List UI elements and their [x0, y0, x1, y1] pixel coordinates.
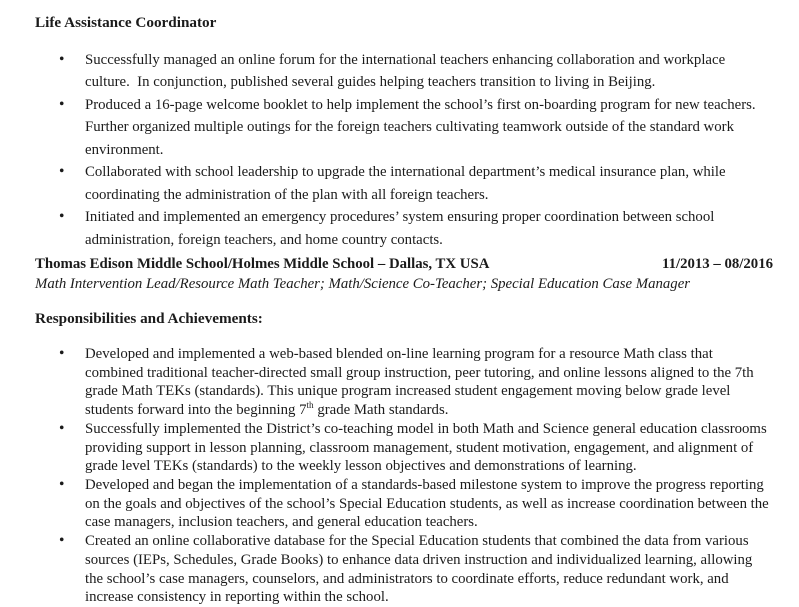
bullet-item: • Successfully implemented the District’s co-teaching model in both Math and Science general education classrooms providing support in lesson planning, classroom management, student motivation, engagement, and alignment of grade level TEKs (standards) to the weekly lesson objectives and demonstrations of learning.: [85, 420, 773, 476]
bullet-item: • Produced a 16-page welcome booklet to help implement the school’s first on-boarding program for new teachers. Further organized multiple outings for the foreign teachers cultivating teamwork outside of the standard work environment.: [85, 94, 773, 161]
bullet-item: • Created an online collaborative database for the Special Education students that combined the data from various sources (IEPs, Schedules, Grade Books) to enhance data driven instruction and individualized learning, allowing the school’s case managers, counselors, and administrators to coordinate efforts, reduce redundant work, and increase consistency in reporting within the school.: [85, 532, 773, 607]
employment-dates: 11/2013 – 08/2016: [662, 256, 773, 273]
responsibilities-heading: Responsibilities and Achievements:: [35, 310, 263, 328]
employer-section: [35, 254, 773, 294]
bullet-item: • Collaborated with school leadership to upgrade the international department’s medical insurance plan, while coordinating the administration of the plan with all foreign teachers.: [85, 161, 773, 206]
role-section: [35, 13, 773, 251]
job-titles: Math Intervention Lead/Resource Math Teacher; Math/Science Co-Teacher; Special Education Case Manager: [35, 276, 691, 293]
role-heading: Life Assistance Coordinator: [35, 14, 217, 31]
responsibilities-bullet-list: [35, 345, 773, 607]
bullet-item: • Initiated and implemented an emergency procedures’ system ensuring proper coordination between school administration, foreign teachers, and home country contacts.: [85, 206, 773, 251]
employer-name: Thomas Edison Middle School/Holmes Middle School – Dallas, TX USA: [35, 256, 490, 273]
bullet-item: • Successfully managed an online forum for the international teachers enhancing collaboration and workplace culture. In conjunction, published several guides helping teachers transition to living in Beijing.: [85, 49, 773, 94]
bullet-item: • Developed and began the implementation of a standards-based milestone system to improve the progress reporting on the goals and objectives of the school’s Special Education students, as well as increase coordination between the case managers, inclusion teachers, and general education teachers.: [85, 476, 773, 532]
role-bullet-list: [35, 49, 773, 251]
responsibilities-section: [35, 309, 773, 607]
employer-row: [35, 254, 773, 274]
bullet-item: • Developed and implemented a web-based blended on-line learning program for a resource Math class that combined traditional teacher-directed small group instruction, peer tutoring, and online lessons aligned to the 7th grade Math TEKs (standards). This unique program increased student engagement moving below grade level students forward into the beginning 7th grade Math standards.: [85, 345, 773, 420]
